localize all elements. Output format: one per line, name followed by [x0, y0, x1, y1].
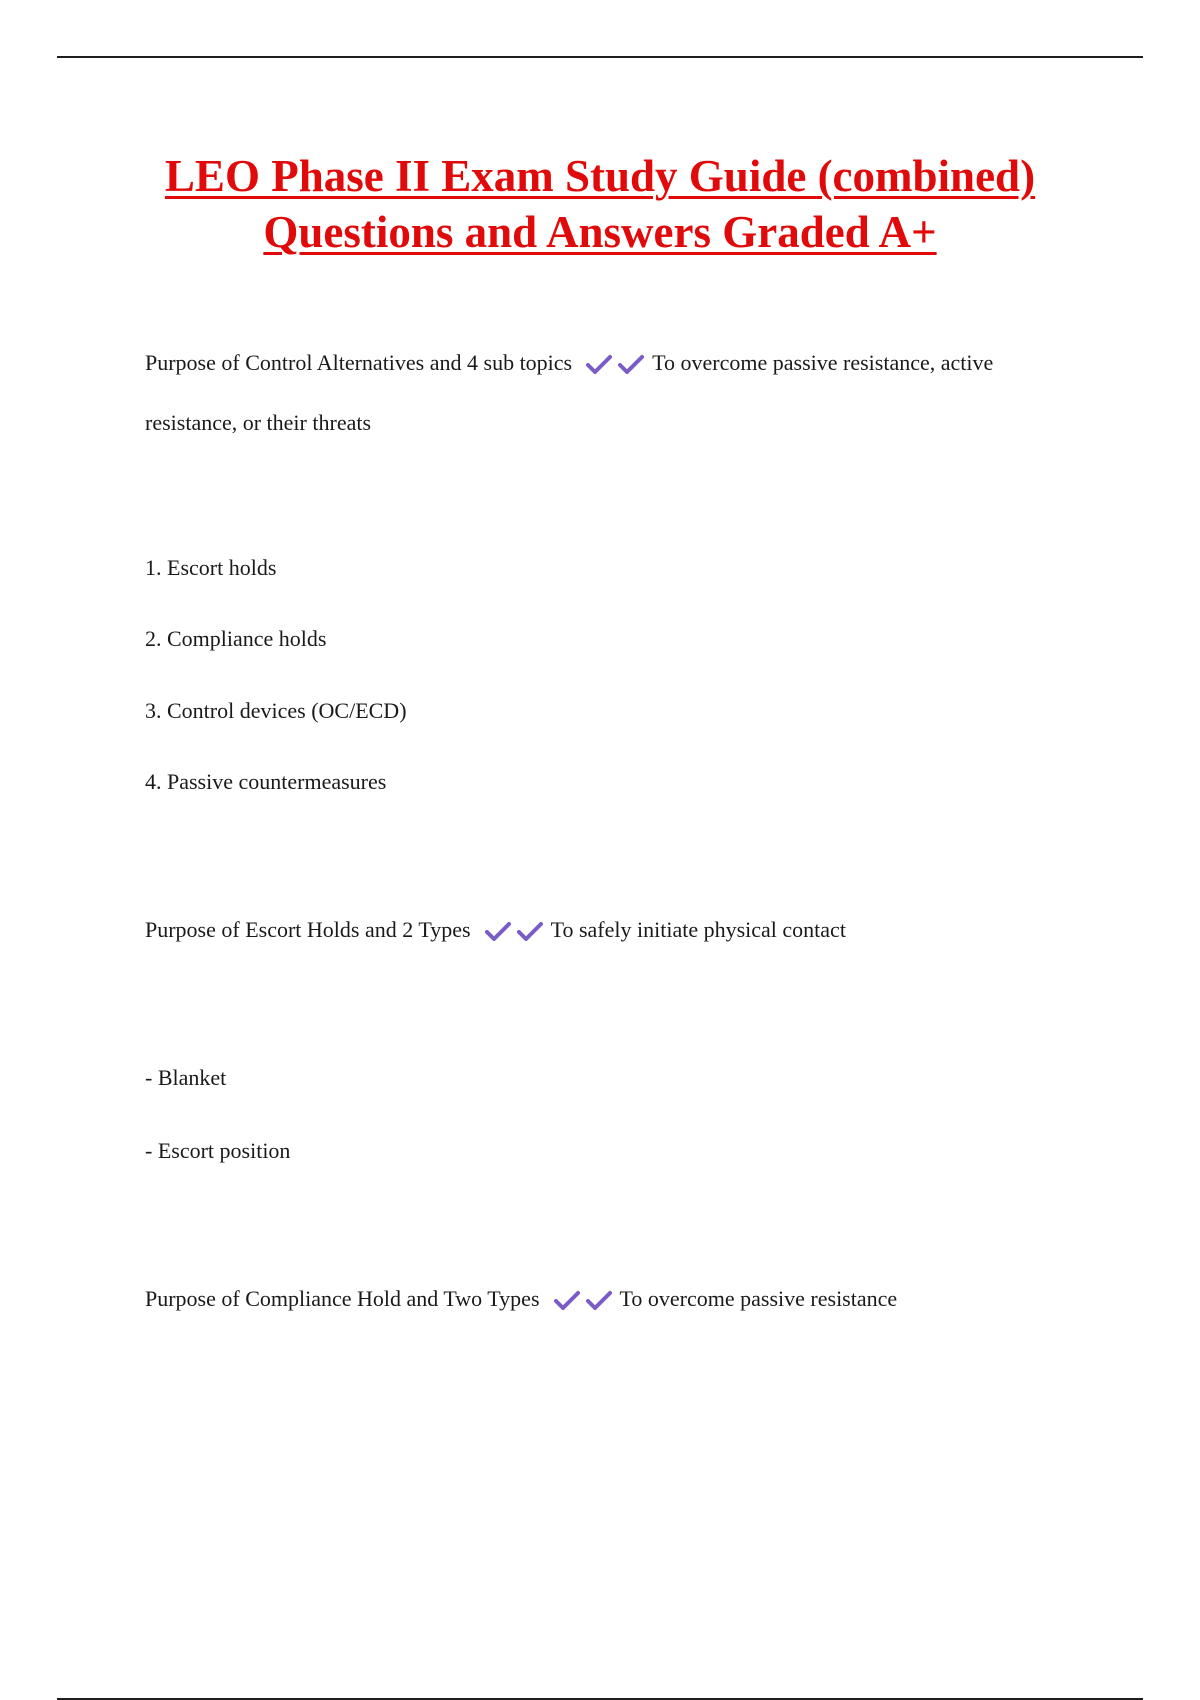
top-rule	[57, 56, 1143, 58]
qa2-item-2: - Escort position	[145, 1138, 291, 1163]
document-title	[0, 148, 1200, 260]
title-line-2: Questions and Answers Graded A+	[263, 207, 937, 257]
qa1-check-icons	[586, 353, 650, 381]
qa3-check-icons	[554, 1289, 618, 1317]
qa1-item-4: 4. Passive countermeasures	[145, 769, 387, 794]
qa1-item-1: 1. Escort holds	[145, 555, 277, 580]
checkmark-icon	[517, 921, 543, 941]
checkmark-icon	[618, 354, 644, 374]
checkmark-icon	[586, 354, 612, 374]
qa1-question: Purpose of Control Alternatives and 4 sub topics	[145, 350, 573, 375]
qa1-question-row	[145, 349, 993, 381]
qa3-answer: To overcome passive resistance	[619, 1286, 898, 1311]
qa3-question-row	[145, 1285, 897, 1317]
checkmark-icon	[554, 1290, 580, 1310]
qa2-answer: To safely initiate physical contact	[550, 917, 846, 942]
qa1-item-2: 2. Compliance holds	[145, 626, 327, 651]
checkmark-icon	[586, 1290, 612, 1310]
qa1-item-3: 3. Control devices (OC/ECD)	[145, 698, 407, 723]
qa3-question: Purpose of Compliance Hold and Two Types	[145, 1286, 540, 1311]
qa2-item-1: - Blanket	[145, 1065, 227, 1090]
qa1-answer-line2: resistance, or their threats	[145, 410, 372, 435]
qa2-question: Purpose of Escort Holds and 2 Types	[145, 917, 471, 942]
title-line-1: LEO Phase II Exam Study Guide (combined)	[164, 151, 1036, 201]
qa1-answer-line1: To overcome passive resistance, active	[652, 350, 994, 375]
checkmark-icon	[485, 921, 511, 941]
qa2-check-icons	[485, 920, 549, 948]
qa2-question-row	[145, 916, 846, 948]
